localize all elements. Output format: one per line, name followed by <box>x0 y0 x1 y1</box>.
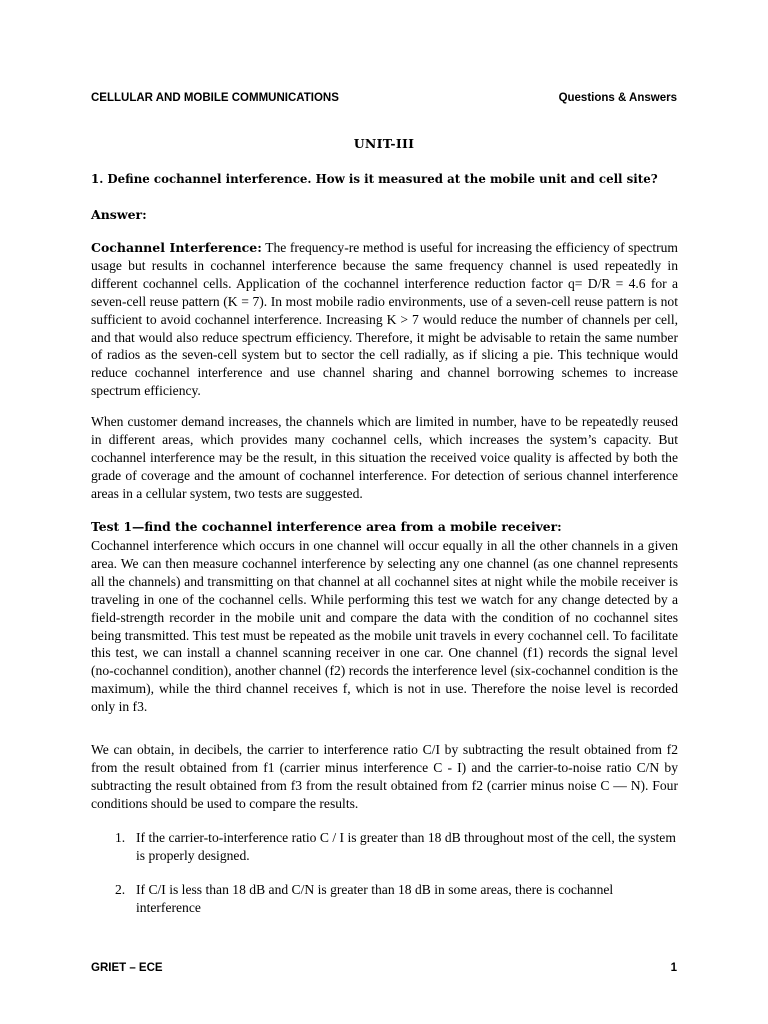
header-section-label: Questions & Answers <box>558 92 677 104</box>
test1-heading: Test 1—find the cochannel interference area from a mobile receiver: <box>91 519 562 534</box>
page-footer <box>91 962 677 974</box>
header-course-title: CELLULAR AND MOBILE COMMUNICATIONS <box>91 92 339 104</box>
footer-department: GRIET – ECE <box>91 962 163 974</box>
paragraph-test1-description: Cochannel interference which occurs in one channel will occur equally in all the other channels in a given area. We can then measure cochannel interference by selecting any one channel (as one channel represents all the channels) and transmitting on that channel at all cochannel sites at night while the mobile receiver is traveling in one of the cochannel cells. While performing this test we watch for any change detected by a field-strength recorder in the mobile unit and compare the data with the condition of no cochannel sites being transmitted. This test must be repeated as the mobile unit travels in every cochannel cell. To facilitate this test, we can install a channel scanning receiver in one car. One channel (f1) records the signal level (no-cochannel condition), another channel (f2) records the interference level (six-cochannel condition is the maximum), while the third channel receives f, which is not in use. Therefore the noise level is recorded only in f3. <box>91 538 678 715</box>
question-heading: 1. Define cochannel interference. How is it measured at the mobile unit and cell site? <box>91 172 658 186</box>
page-header <box>91 92 677 104</box>
list-item-text: If the carrier-to-interference ratio C / I is greater than 18 dB throughout most of the cell, the system is properly designed. <box>136 830 676 863</box>
paragraph-customer-demand: When customer demand increases, the channels which are limited in number, have to be repeatedly reused in different areas, which provides many cochannel cells, which increases the system’s capacity. But cochannel interference may be the result, in this situation the received voice quality is affected by both the grade of coverage and the amount of cochannel interference. For detection of serious channel interference areas in a cellular system, two tests are suggested. <box>91 414 678 501</box>
answer-label: Answer: <box>91 207 147 222</box>
paragraph-body: The frequency-re method is useful for increasing the efficiency of spectrum usage but results in cochannel interference because the same frequency channel is used repeatedly in different cochannel cells. Application of the cochannel interference reduction factor q= D/R = 4.6 for a seven-cell reuse pattern (K = 7). In most mobile radio environments, use of a seven-cell reuse pattern is not sufficient to avoid cochannel interference. Increasing K > 7 would reduce the number of channels per cell, and that would also reduce spectrum efficiency. Therefore, it might be advisable to retain the same number of radios as the seven-cell system but to sector the cell radially, as if slicing a pie. This technique would reduce cochannel interference and use channel sharing and channel borrowing schemes to increase spectrum efficiency. <box>91 240 679 399</box>
list-item-number: 2. <box>115 882 126 897</box>
list-item-number: 1. <box>115 830 126 845</box>
list-item <box>115 829 678 865</box>
unit-title: UNIT-III <box>353 136 415 151</box>
paragraph-lead-term: Cochannel Interference: <box>91 240 262 255</box>
paragraph-ratio-computation: We can obtain, in decibels, the carrier to interference ratio C/I by subtracting the result obtained from f2 from the result obtained from f1 (carrier minus interference C - I) and the carrier-to-noise ratio C/N by subtracting the result obtained from f3 from the result obtained from f2 (carrier minus noise C — N). Four conditions should be used to compare the results. <box>91 742 678 811</box>
list-item-text: If C/I is less than 18 dB and C/N is greater than 18 dB in some areas, there is cochannel interference <box>136 882 614 915</box>
footer-page-number: 1 <box>670 962 677 974</box>
paragraph-cochannel-interference <box>91 239 678 400</box>
list-item <box>115 881 678 917</box>
